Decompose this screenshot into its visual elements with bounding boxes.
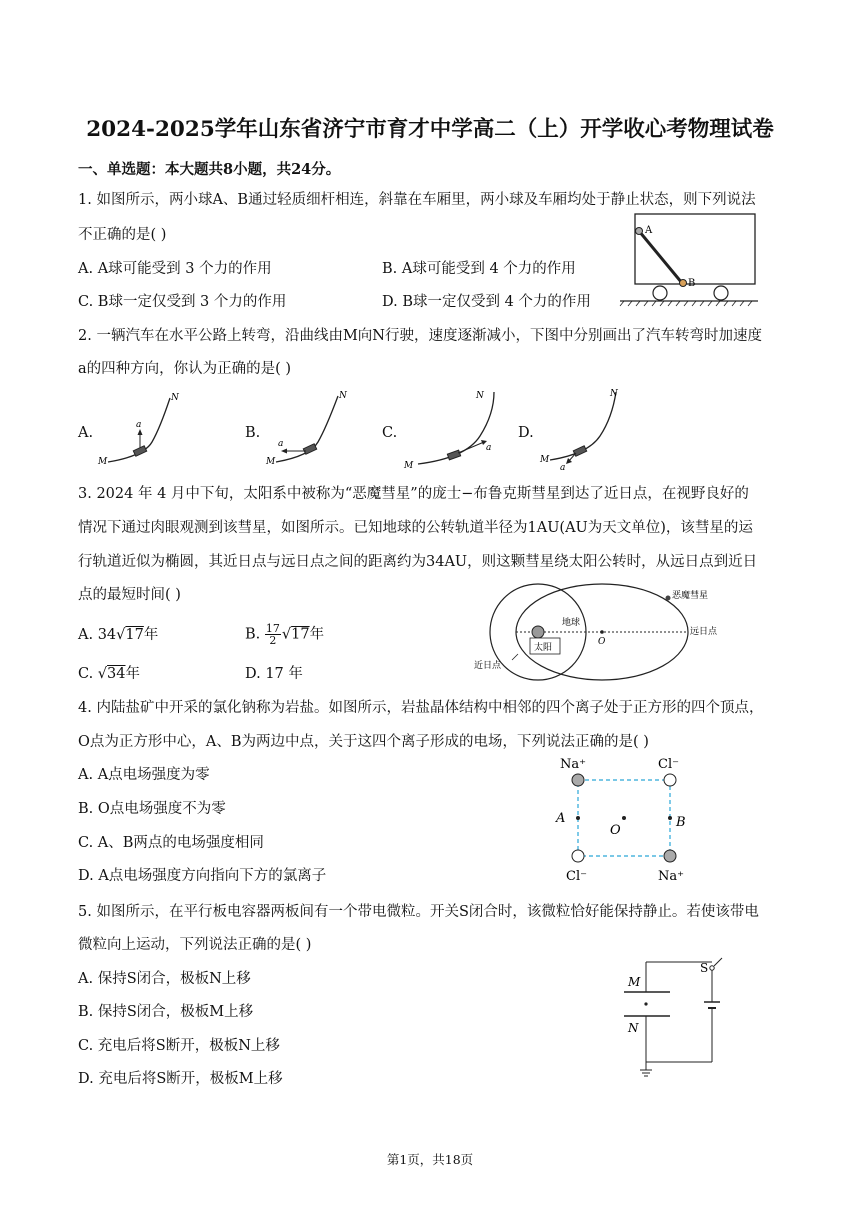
wheel-right [714, 286, 728, 300]
q4-option-c: C. A、B两点的电场强度相同 [78, 835, 264, 851]
q3-figure-orbit [466, 578, 766, 682]
svg-text:O: O [598, 637, 606, 647]
q2-figure-a [92, 390, 188, 470]
q5-line-1: 5. 如图所示，在平行板电容器两板间有一个带电微粒。开关S闭合时，该微粒恰好能保持静止。若使该带电 [78, 904, 759, 920]
q4-line-1: 4. 内陆盐矿中开采的氯化钠称为岩盐。如图所示，岩盐晶体结构中相邻的四个离子处于正方形的四个顶点， [78, 700, 764, 716]
q2-figure-b [258, 390, 354, 470]
page-footer: 第1页，共18页 [386, 1152, 474, 1167]
q2-line-2: a的四种方向，你认为正确的是( ) [78, 361, 292, 377]
q4-option-a: A. A点电场强度为零 [78, 767, 210, 783]
q4-figure-crystal [548, 754, 708, 886]
svg-text:Na⁺: Na⁺ [658, 869, 684, 884]
svg-text:M: M [266, 457, 276, 467]
q2-line-1: 2. 一辆汽车在水平公路上转弯，沿曲线由M向N行驶，速度逐渐减小，下图中分别画出了汽车转弯时加速度 [78, 328, 762, 344]
q1-figure-cart [618, 212, 760, 308]
svg-text:N: N [610, 389, 618, 399]
fraction: $\frac{17}{2}$ [265, 622, 280, 647]
svg-text:近日点: 近日点 [474, 661, 502, 671]
svg-text:a: a [278, 439, 284, 449]
q4-option-b: B. O点电场强度不为零 [78, 801, 226, 817]
q1-option-a: A. A球可能受到 3 个力的作用 [78, 261, 272, 277]
q3-line-4: 点的最短时间( ) [78, 587, 181, 603]
section-heading: 一、单选题：本大题共8小题，共24分。 [78, 161, 341, 178]
rod [639, 231, 682, 283]
q3-line-2: 情况下通过肉眼观测到该彗星，如图所示。已知地球的公转轨道半径为1AU(AU为天文单位)，该彗星的运 [78, 520, 753, 536]
q2-figure-d [536, 386, 632, 472]
svg-text:M: M [98, 457, 108, 467]
wheel-left [653, 286, 667, 300]
q3-option-b: B. $\frac{17}{2}$ √17年 [245, 622, 325, 647]
ball-a [636, 228, 643, 235]
svg-text:O: O [610, 823, 621, 838]
q2-figure-c [398, 386, 514, 472]
svg-text:N: N [339, 391, 347, 401]
q2-option-c-label: C. [382, 425, 398, 441]
svg-text:恶魔彗星: 恶魔彗星 [672, 591, 709, 601]
q5-option-c: C. 充电后将S断开，极板N上移 [78, 1038, 280, 1054]
q3-option-c: C. √34年 [78, 666, 140, 682]
svg-text:N: N [171, 393, 179, 403]
q5-option-d: D. 充电后将S断开，极板M上移 [78, 1071, 283, 1087]
svg-text:B: B [676, 815, 686, 830]
ion-cl-bottom-left [572, 850, 584, 862]
svg-text:a: a [560, 463, 566, 472]
q5-line-2: 微粒向上运动，下列说法正确的是( ) [78, 937, 312, 953]
svg-text:Cl⁻: Cl⁻ [566, 869, 587, 884]
svg-text:M: M [540, 455, 550, 465]
switch-s [710, 966, 714, 970]
svg-text:远日点: 远日点 [690, 627, 718, 637]
svg-text:a: a [486, 443, 492, 453]
q2-option-b-label: B. [245, 425, 261, 441]
ion-na-top-left [572, 774, 584, 786]
ball-b [680, 280, 687, 287]
svg-text:Na⁺: Na⁺ [560, 757, 586, 772]
svg-text:a: a [136, 420, 142, 430]
q1-option-b: B. A球可能受到 4 个力的作用 [382, 261, 576, 277]
svg-text:太阳: 太阳 [534, 643, 553, 653]
ion-cl-top-right [664, 774, 676, 786]
svg-text:A: A [556, 811, 566, 826]
label-a: A [645, 225, 653, 236]
svg-text:N: N [476, 391, 484, 401]
ground-hatch [620, 301, 752, 306]
svg-text:地球: 地球 [562, 618, 581, 628]
svg-text:M: M [628, 975, 641, 989]
sun [532, 626, 544, 638]
svg-text:S: S [700, 961, 709, 975]
q5-figure-circuit [612, 952, 732, 1082]
svg-text:N: N [628, 1021, 639, 1035]
q1-option-d: D. B球一定仅受到 4 个力的作用 [382, 294, 591, 310]
q3-option-d: D. 17 年 [245, 666, 303, 682]
page-title: 2024-2025学年山东省济宁市育才中学高二（上）开学收心考物理试卷 [86, 117, 774, 142]
q5-option-a: A. 保持S闭合，极板N上移 [78, 971, 251, 987]
q3-line-3: 行轨道近似为椭圆，其近日点与远日点之间的距离约为34AU，则这颗彗星绕太阳公转时，从远日点到近日 [78, 554, 758, 570]
q3-option-a: A. 34√17年 [78, 627, 159, 643]
charged-particle [644, 1002, 647, 1005]
q1-line-2: 不正确的是( ) [78, 227, 167, 243]
q1-option-c: C. B球一定仅受到 3 个力的作用 [78, 294, 287, 310]
q1-line-1: 1. 如图所示，两小球A、B通过轻质细杆相连，斜靠在车厢里，两小球及车厢均处于静止状态，则下列说法 [78, 192, 756, 208]
q2-option-d-label: D. [518, 425, 534, 441]
ion-na-bottom-right [664, 850, 676, 862]
q4-line-2: O点为正方形中心，A、B为两边中点，关于这四个离子形成的电场，下列说法正确的是( ) [78, 734, 649, 750]
q3-line-1: 3. 2024 年 4 月中下旬，太阳系中被称为“恶魔彗星”的庞士−布鲁克斯彗星到达了近日点，在视野良好的 [78, 486, 749, 502]
q4-option-d: D. A点电场强度方向指向下方的氯离子 [78, 868, 327, 884]
label-b: B [688, 278, 696, 289]
q5-option-b: B. 保持S闭合，极板M上移 [78, 1004, 254, 1020]
q2-option-a-label: A. [78, 425, 94, 441]
svg-text:Cl⁻: Cl⁻ [658, 757, 679, 772]
svg-text:M: M [404, 461, 414, 471]
